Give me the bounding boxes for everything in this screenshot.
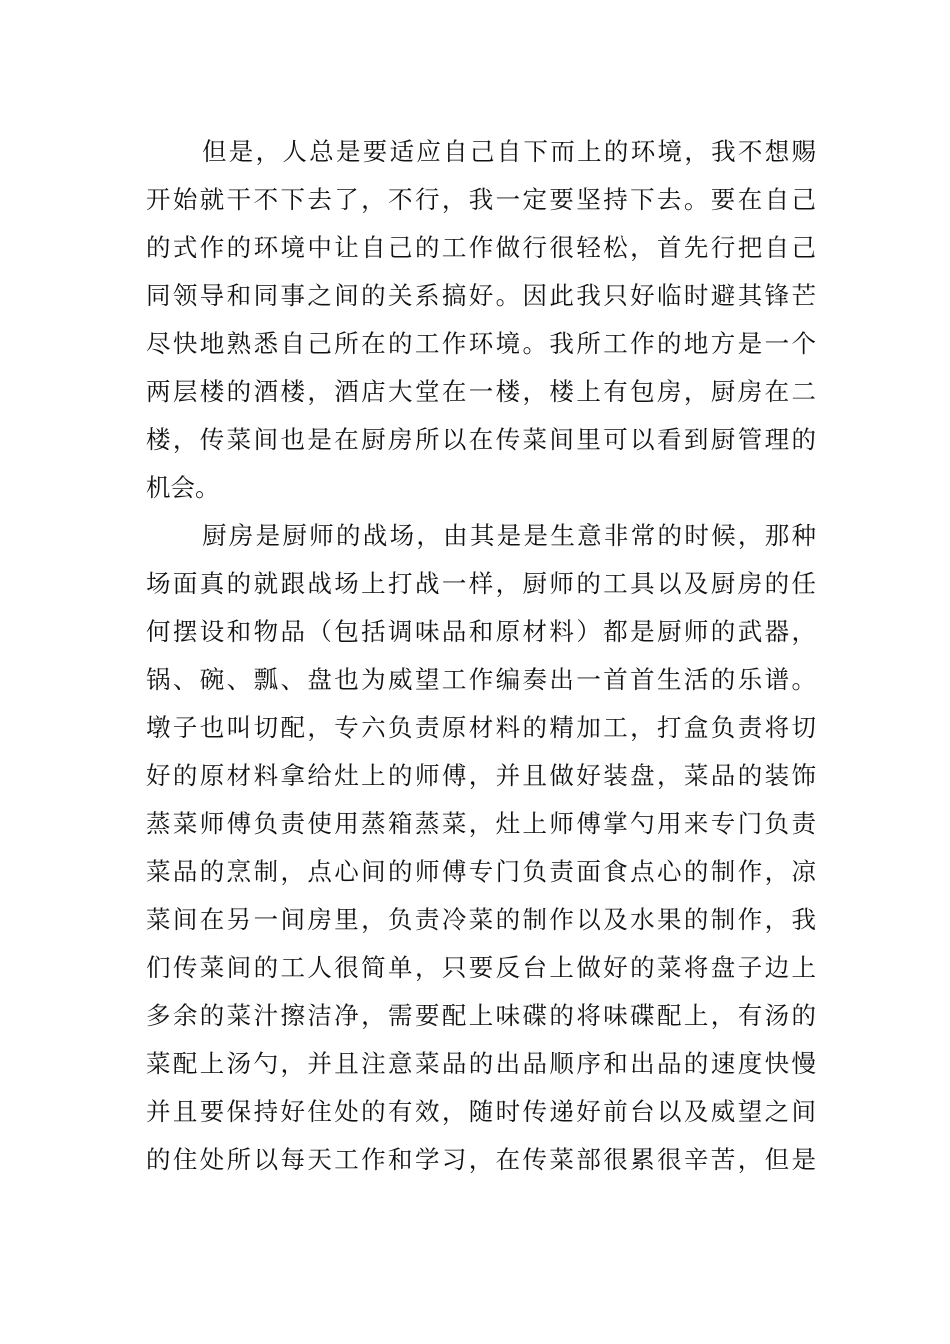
text-line: 菜品的烹制，点心间的师傅专门负责面食点心的制作，凉 <box>146 857 816 886</box>
text-line: 墩子也叫切配，专六负责原材料的精加工，打盒负责将切 <box>146 713 816 742</box>
text-line: 楼，传菜间也是在厨房所以在传菜间里可以看到厨管理的 <box>146 425 816 454</box>
text-line: 菜配上汤勺，并且注意菜品的出品顺序和出品的速度快慢 <box>146 1049 816 1078</box>
text-line: 多余的菜汁擦洁净，需要配上味碟的将味碟配上，有汤的 <box>146 1001 816 1030</box>
text-line: 两层楼的酒楼，酒店大堂在一楼，楼上有包房，厨房在二 <box>146 377 816 406</box>
text-line: 好的原材料拿给灶上的师傅，并且做好装盘，菜品的装饰 <box>146 761 816 790</box>
text-line: 尽快地熟悉自己所在的工作环境。我所工作的地方是一个 <box>146 329 816 358</box>
text-line: 并且要保持好住处的有效，随时传递好前台以及威望之间 <box>146 1097 816 1126</box>
text-line: 开始就干不下去了，不行，我一定要坚持下去。要在自己 <box>146 185 816 214</box>
text-line: 蒸菜师傅负责使用蒸箱蒸菜，灶上师傅掌勺用来专门负责 <box>146 809 816 838</box>
text-line: 锅、碗、瓢、盘也为威望工作编奏出一首首生活的乐谱。 <box>146 665 816 694</box>
text-line: 菜间在另一间房里，负责冷菜的制作以及水果的制作，我 <box>146 905 816 934</box>
text-line: 们传菜间的工人很简单，只要反台上做好的菜将盘子边上 <box>146 953 816 982</box>
text-line: 场面真的就跟战场上打战一样，厨师的工具以及厨房的任 <box>146 569 816 598</box>
text-line: 机会。 <box>146 473 220 502</box>
text-line: 何摆设和物品（包括调味品和原材料）都是厨师的武器， <box>146 617 816 646</box>
body-text <box>146 128 816 1184</box>
text-line: 厨房是厨师的战场，由其是是生意非常的时候，那种 <box>202 521 816 550</box>
text-line: 的式作的环境中让自己的工作做行很轻松，首先行把自己 <box>146 233 816 262</box>
text-line: 的住处所以每天工作和学习，在传菜部很累很辛苦，但是 <box>146 1145 816 1174</box>
text-line: 但是，人总是要适应自己自下而上的环境，我不想赐 <box>202 137 816 166</box>
text-line: 同领导和同事之间的关系搞好。因此我只好临时避其锋芒 <box>146 281 816 310</box>
